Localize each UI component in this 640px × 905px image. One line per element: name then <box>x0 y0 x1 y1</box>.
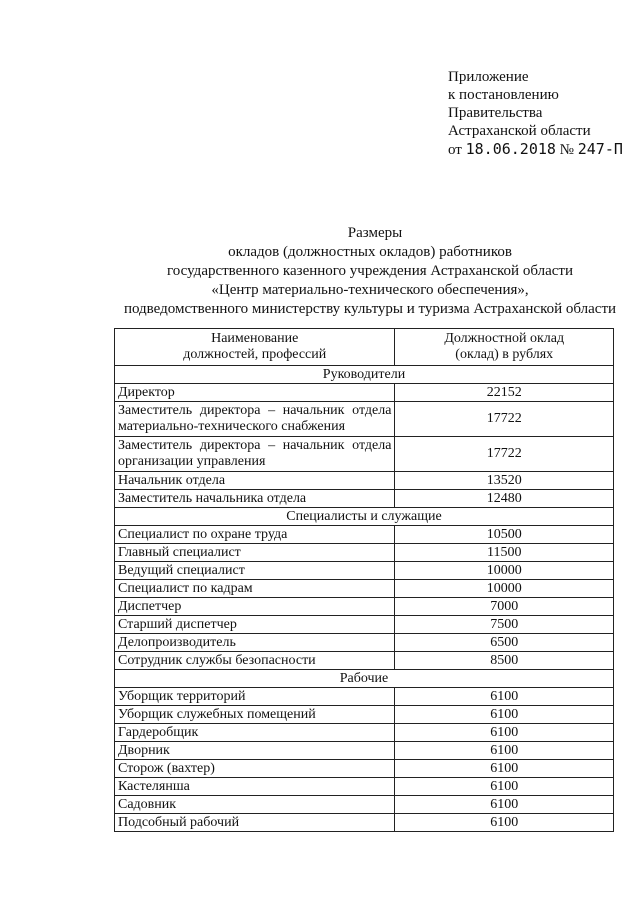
section-row <box>115 670 614 688</box>
section-row <box>115 366 614 384</box>
position-name: Сотрудник службы безопасности <box>115 652 395 670</box>
title-line: государственного казенного учреждения Астраханской области <box>167 263 573 279</box>
position-name: Диспетчер <box>115 598 395 616</box>
header-text: (оклад) в рублях <box>455 347 554 362</box>
position-name: Уборщик служебных помещений <box>115 706 395 724</box>
salary-value: 6100 <box>395 814 614 832</box>
position-name: Садовник <box>115 796 395 814</box>
section-title: Рабочие <box>115 670 614 688</box>
position-name: Уборщик территорий <box>115 688 395 706</box>
salary-value: 6500 <box>395 634 614 652</box>
appendix-line: к постановлению <box>448 87 559 103</box>
position-name: Заместитель начальника отдела <box>115 490 395 508</box>
position-name: Начальник отдела <box>115 472 395 490</box>
table-row <box>115 490 614 508</box>
header-text: Наименование <box>211 331 299 346</box>
table-row <box>115 402 614 437</box>
position-name: Директор <box>115 384 395 402</box>
table-row <box>115 472 614 490</box>
header-position-name <box>115 329 395 366</box>
title-line: подведомственного министерству культуры и туризма Астраханской области <box>123 301 617 317</box>
table-row <box>115 760 614 778</box>
table-row <box>115 688 614 706</box>
salary-value: 7500 <box>395 616 614 634</box>
position-name: Сторож (вахтер) <box>115 760 395 778</box>
table-row <box>115 742 614 760</box>
position-name: Заместитель директора – начальник отдела организации управления <box>115 437 395 472</box>
header-text: должностей, профессий <box>183 347 327 362</box>
table-row <box>115 437 614 472</box>
document-title <box>100 224 640 319</box>
date-value: 18.06.2018 <box>465 140 556 158</box>
position-name: Гардеробщик <box>115 724 395 742</box>
position-name: Подсобный рабочий <box>115 814 395 832</box>
section-title: Руководители <box>115 366 614 384</box>
number-value: 247-П <box>577 140 623 158</box>
appendix-line: Приложение <box>448 69 529 85</box>
table-row <box>115 724 614 742</box>
salary-value: 17722 <box>395 402 614 437</box>
date-prefix: от <box>448 142 462 158</box>
salary-table <box>114 328 614 832</box>
appendix-line: Астраханской области <box>448 123 591 139</box>
salary-value: 6100 <box>395 724 614 742</box>
table-row <box>115 526 614 544</box>
position-name: Делопроизводитель <box>115 634 395 652</box>
position-name: Старший диспетчер <box>115 616 395 634</box>
table-row <box>115 796 614 814</box>
salary-value: 12480 <box>395 490 614 508</box>
table-row <box>115 562 614 580</box>
table-row <box>115 598 614 616</box>
salary-value: 6100 <box>395 706 614 724</box>
table-row <box>115 814 614 832</box>
title-line: «Центр материально-технического обеспечения», <box>211 282 529 298</box>
header-text: Должностной оклад <box>444 331 565 346</box>
table-row <box>115 706 614 724</box>
position-name: Главный специалист <box>115 544 395 562</box>
section-title: Специалисты и служащие <box>115 508 614 526</box>
table-row <box>115 634 614 652</box>
appendix-line: Правительства <box>448 105 543 121</box>
title-line: Размеры <box>347 225 403 241</box>
salary-value: 6100 <box>395 688 614 706</box>
table-row <box>115 580 614 598</box>
position-name: Ведущий специалист <box>115 562 395 580</box>
position-name: Специалист по кадрам <box>115 580 395 598</box>
salary-value: 8500 <box>395 652 614 670</box>
table-row <box>115 384 614 402</box>
appendix-date-line <box>448 140 623 159</box>
position-name: Кастелянша <box>115 778 395 796</box>
salary-value: 10000 <box>395 562 614 580</box>
number-sign: № <box>559 142 574 158</box>
section-row <box>115 508 614 526</box>
salary-value: 22152 <box>395 384 614 402</box>
salary-value: 6100 <box>395 796 614 814</box>
table-row <box>115 652 614 670</box>
title-line: окладов (должностных окладов) работников <box>228 244 512 260</box>
position-name: Заместитель директора – начальник отдела материально-технического снабжения <box>115 402 395 437</box>
table-row <box>115 544 614 562</box>
table-header-row <box>115 329 614 366</box>
salary-value: 10000 <box>395 580 614 598</box>
header-salary <box>395 329 614 366</box>
salary-value: 6100 <box>395 760 614 778</box>
salary-value: 17722 <box>395 437 614 472</box>
salary-value: 10500 <box>395 526 614 544</box>
salary-value: 7000 <box>395 598 614 616</box>
salary-value: 6100 <box>395 778 614 796</box>
table-row <box>115 616 614 634</box>
appendix-block <box>448 68 623 159</box>
table-row <box>115 778 614 796</box>
salary-value: 6100 <box>395 742 614 760</box>
position-name: Дворник <box>115 742 395 760</box>
position-name: Специалист по охране труда <box>115 526 395 544</box>
salary-value: 11500 <box>395 544 614 562</box>
salary-value: 13520 <box>395 472 614 490</box>
